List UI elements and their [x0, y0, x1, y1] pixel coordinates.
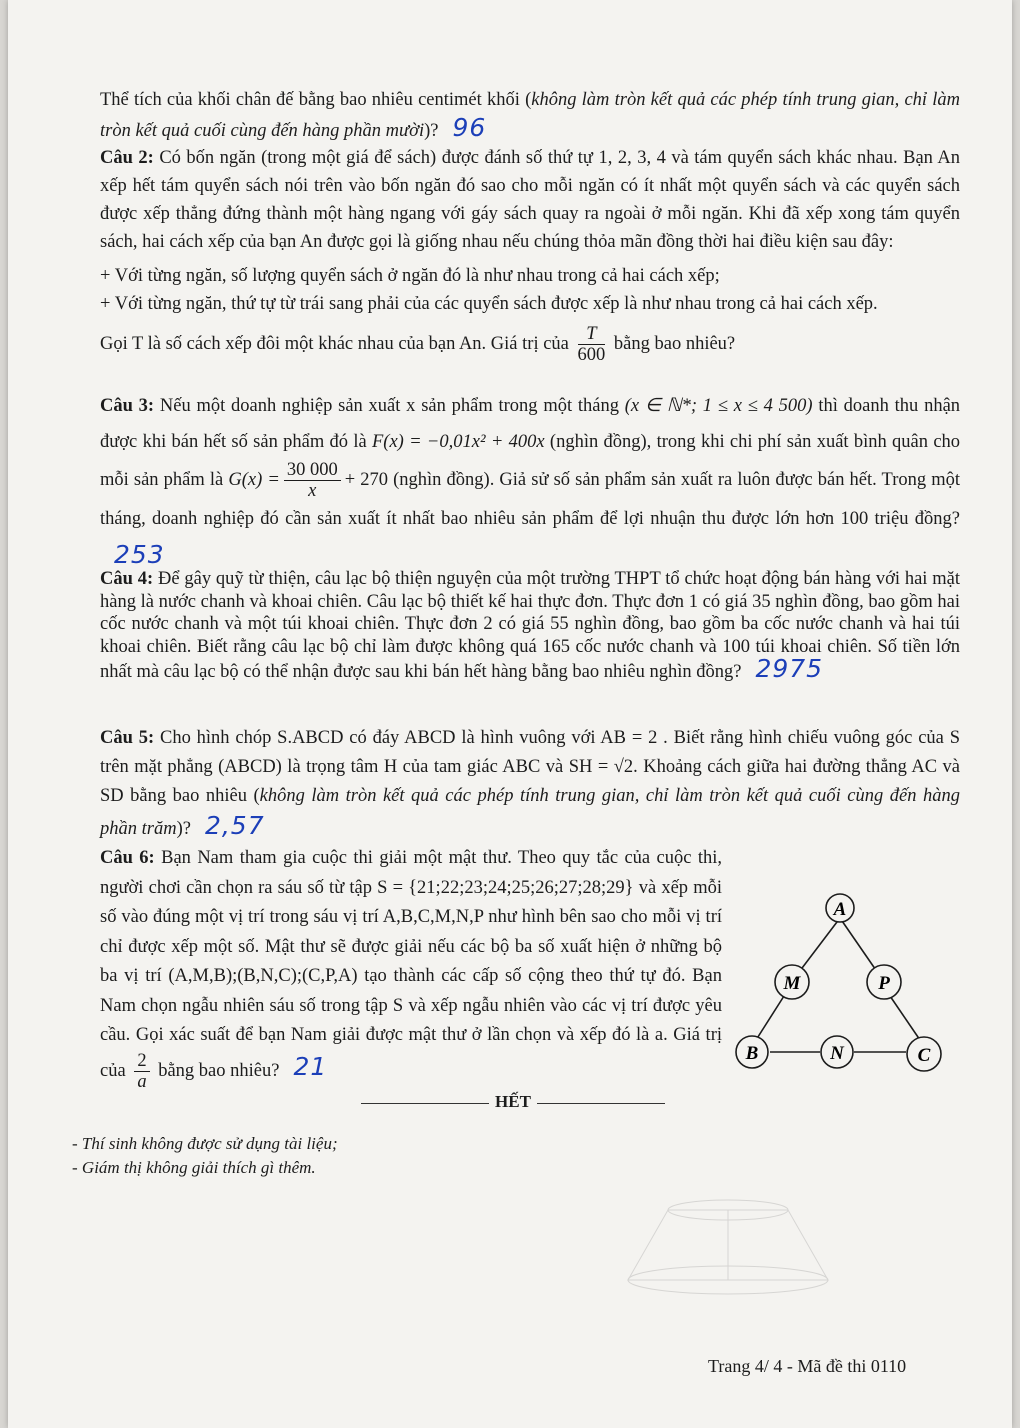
handwritten-answer-q3: 253 [114, 540, 165, 569]
q5-label: Câu 5: [100, 728, 155, 748]
q2-frac-den: 600 [577, 345, 606, 365]
q3-label: Câu 3: [100, 396, 155, 416]
q6-frac-num: 2 [134, 1051, 149, 1072]
node-C-label: C [917, 1045, 931, 1066]
q6-label: Câu 6: [100, 848, 155, 868]
exam-page [8, 0, 1012, 1428]
q3-line-2b: (nghìn đồng), trong khi chi phí [549, 432, 782, 452]
node-N [821, 1036, 853, 1068]
question-5 [100, 724, 960, 844]
q2-condition-1: + Với từng ngăn, số lượng quyển sách ở ngăn đó là như nhau trong cả hai cách xếp; [100, 266, 720, 286]
q5-end: )? [176, 819, 191, 839]
q2-ask: Gọi T là số cách xếp đôi một khác nhau của bạn An. Giá trị của [100, 333, 569, 354]
q3-line-1: Nếu một doanh nghiệp sản xuất x sản phẩm trong một tháng [159, 396, 619, 416]
q2-frac-num: T [578, 324, 606, 345]
q3-fraction [284, 460, 341, 501]
node-P [867, 965, 901, 999]
question-6 [100, 844, 722, 1092]
note-2: - Giám thị không giải thích gì thêm. [72, 1158, 316, 1177]
q5-body: Cho hình chóp S.ABCD có đáy ABCD là hình vuông với AB = 2 . Biết rằng hình chiếu vuông góc của S trên mặt phẳng (ABCD) là trọng tâm H của tam giác ABC và SH = √2. Khoảng cách giữa hai đường thẳng AC và SD bằng bao nhiêu ( [100, 728, 961, 806]
q6-ask-end: bằng bao nhiêu? [158, 1060, 280, 1081]
q3-line-3b: (nghìn đồng). Giả sử số sản phẩm sản [393, 469, 676, 490]
intro-end: )? [424, 121, 439, 141]
node-M-label: M [783, 973, 801, 994]
q6-body: Bạn Nam tham gia cuộc thi giải một mật thư. Theo quy tắc của cuộc thi, người chơi cần chọn ra sáu số từ tập S = {21;22;23;24;25;26;27;28;29} và xếp mỗi số vào đúng một vị trí trong sáu vị trí A,B,C,M,N,P như hình bên sao cho mỗi vị trí chỉ được xếp một số. Mật thư sẽ được giải nếu các bộ ba số xuất hiện ở những bộ ba vị trí (A,M,B);(B,N,C);(C,P,A) tạo thành các cấp số cộng theo thứ tự đó. Bạn Nam chọn ngẫu nhiên sáu số trong tập S và xếp ngẫu nhiên vào các vị trí được yêu cầu. Gọi xác suất để bạn Nam giải được mật thư ở lần chọn và xếp đó là a. Giá trị của [100, 848, 722, 1081]
q3-line-1b: thì doanh [818, 396, 889, 416]
q3-condition: (x ∈ ℕ*; 1 ≤ x ≤ 4 500) [624, 396, 813, 416]
node-P-label: P [878, 973, 890, 994]
q6-frac-den: a [137, 1071, 147, 1092]
end-marker [348, 1092, 678, 1112]
node-A [826, 894, 854, 922]
q3-cost-formula: G(x) = [228, 469, 280, 490]
q2-ask-end: bằng bao nhiêu? [613, 333, 736, 354]
q4-label: Câu 4: [100, 569, 154, 589]
note-1: - Thí sinh không được sử dụng tài liệu; [72, 1134, 338, 1153]
intro-italic: không làm tròn kết quả các phép tính trung gian, chỉ làm tròn kết quả cuối cùng đến hàng phần mười [100, 90, 961, 141]
intro-paragraph [100, 86, 960, 145]
q3-line-4: xuất ra luôn được bán hết. Trong một tháng, doanh nghiệp đó cần sản xuất ít nhất bao nhiêu sản phẩm để lợi nhuận thu được lớn hơn 100 triệu đồng? [100, 469, 960, 529]
q3-line-3: sản xuất bình quân cho mỗi sản phẩm là [100, 432, 961, 490]
node-C [907, 1037, 941, 1071]
end-label: HẾT [495, 1092, 531, 1111]
notes [72, 1132, 338, 1180]
question-4 [100, 568, 960, 684]
q6-fraction [134, 1051, 149, 1092]
triangle-diagram [730, 892, 950, 1082]
q3-line-2: thu nhận được khi bán hết số sản phẩm đó là [100, 396, 961, 452]
q3-frac-num: 30 000 [284, 460, 341, 481]
q4-body: Để gây quỹ từ thiện, câu lạc bộ thiện nguyện của một trường THPT tổ chức hoạt động bán hàng với hai mặt hàng là nước chanh và khoai chiên. Câu lạc bộ thiết kế hai thực đơn. Thực đơn 1 có giá 35 nghìn đồng, bao gồm hai cốc nước chanh và một túi khoai chiên. Thực đơn 2 có giá 55 nghìn đồng, bao gồm ba cốc nước chanh và hai túi khoai chiên. Biết rằng câu lạc bộ chỉ làm được không quá 165 cốc nước chanh và 100 túi khoai chiên. Số tiền lớn nhất mà câu lạc bộ có thể nhận được sau khi bán hết hàng bằng bao nhiêu nghìn đồng? [100, 569, 961, 682]
q2-condition-2: + Với từng ngăn, thứ tự từ trái sang phải của các quyển sách được xếp là như nhau trong cả hai cách xếp. [100, 294, 878, 314]
node-M [775, 965, 809, 999]
q3-frac-den: x [308, 481, 317, 501]
handwritten-answer-q5: 2,57 [204, 811, 265, 840]
intro-text: Thể tích của khối chân đế bằng bao nhiêu centimét khối ( [100, 90, 532, 110]
q2-label: Câu 2: [100, 148, 154, 168]
handwritten-answer-q4: 2975 [755, 654, 824, 683]
node-B [736, 1036, 768, 1068]
question-3 [100, 388, 960, 576]
bleed-through-figure [608, 1170, 848, 1330]
page-footer: Trang 4/ 4 - Mã đề thi 0110 [708, 1356, 907, 1376]
node-B-label: B [745, 1043, 759, 1064]
q2-fraction [578, 324, 606, 365]
q3-revenue-formula: F(x) = −0,01x² + 400x [372, 432, 545, 452]
node-A-label: A [833, 899, 847, 920]
q5-italic: không làm tròn kết quả các phép tính trung gian, chỉ làm tròn kết quả cuối cùng đến hàng phần trăm [100, 786, 960, 839]
node-N-label: N [830, 1043, 844, 1064]
q2-body: Có bốn ngăn (trong một giá để sách) được đánh số thứ tự 1, 2, 3, 4 và tám quyển sách khác nhau. Bạn An xếp hết tám quyển sách nói trên vào bốn ngăn đó sao cho mỗi ngăn có ít nhất một quyển sách và các quyển sách được xếp thẳng đứng thành một hàng ngang với gáy sách quay ra ngoài ở mỗi ngăn. Khi đã xếp xong tám quyển sách, hai cách xếp của bạn An được gọi là giống nhau nếu chúng thỏa mãn đồng thời hai điều kiện sau đây: [100, 148, 960, 252]
q3-cost-formula-end: + 270 [344, 469, 389, 490]
question-2 [100, 144, 960, 365]
handwritten-answer-intro: 96 [452, 113, 487, 142]
handwritten-answer-q6: 21 [293, 1052, 328, 1082]
